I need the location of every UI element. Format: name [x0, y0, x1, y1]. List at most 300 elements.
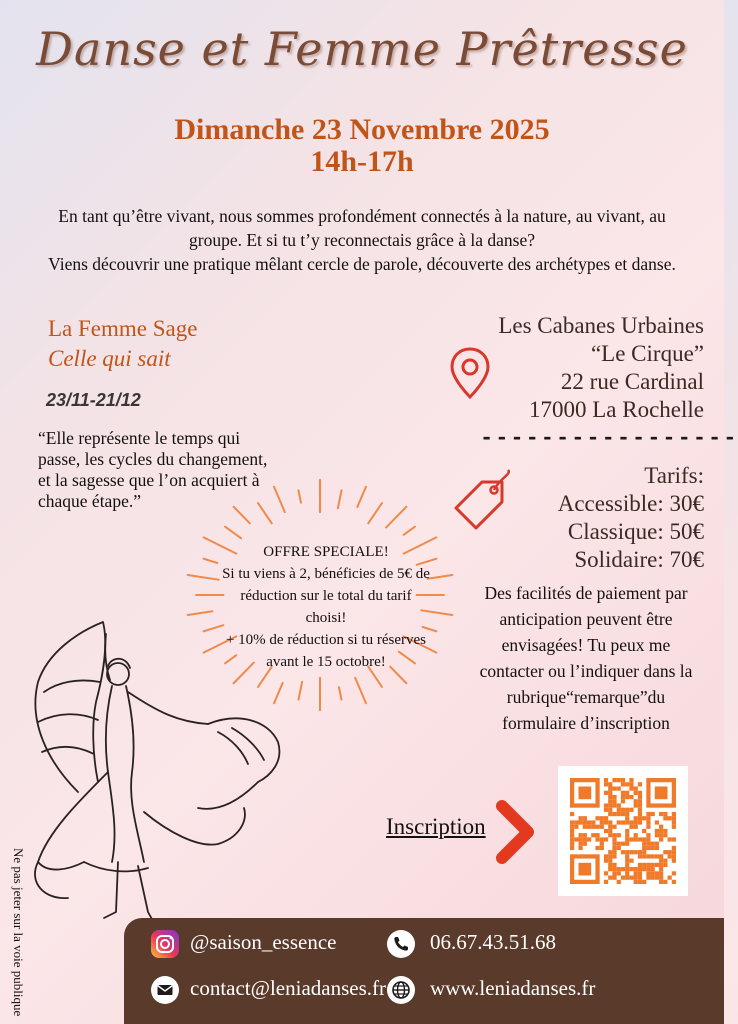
offer-heading: OFFRE SPECIALE! [263, 544, 389, 560]
qr-module [672, 880, 676, 884]
qr-module [625, 791, 629, 795]
qr-module [617, 786, 621, 790]
qr-module [629, 778, 633, 782]
qr-module [621, 842, 625, 846]
qr-code-icon[interactable] [570, 778, 676, 884]
qr-module [621, 791, 625, 795]
qr-module [634, 850, 638, 854]
qr-module [612, 876, 616, 880]
qr-module [587, 825, 591, 829]
qr-module [578, 837, 582, 841]
qr-module [591, 833, 595, 837]
dancer-illustration [8, 612, 318, 942]
qr-module [672, 859, 676, 863]
qr-module [651, 863, 655, 867]
inscription-link[interactable]: Inscription [386, 814, 486, 839]
qr-module [625, 833, 629, 837]
qr-module [600, 842, 604, 846]
venue-name: Les Cabanes Urbaines [498, 313, 704, 338]
qr-module [642, 829, 646, 833]
qr-module [612, 846, 616, 850]
qr-module [642, 867, 646, 871]
qr-module [655, 846, 659, 850]
qr-module [646, 837, 650, 841]
qr-module [583, 842, 587, 846]
qr-module [663, 833, 667, 837]
qr-module [591, 825, 595, 829]
qr-module [659, 867, 663, 871]
qr-module [608, 795, 612, 799]
qr-module [659, 859, 663, 863]
qr-module [672, 837, 676, 841]
qr-module [651, 812, 655, 816]
qr-module [608, 791, 612, 795]
qr-module [578, 842, 582, 846]
qr-module [638, 871, 642, 875]
sunburst-ray [225, 527, 241, 539]
qr-module [570, 820, 574, 824]
payment-line: envisagées! Tu peux me [501, 635, 671, 655]
qr-module [634, 786, 638, 790]
qr-module [608, 876, 612, 880]
qr-module [595, 816, 599, 820]
qr-module [638, 876, 642, 880]
qr-module [659, 825, 663, 829]
qr-module [625, 850, 629, 854]
qr-module [634, 825, 638, 829]
qr-module [646, 816, 650, 820]
qr-module [646, 854, 650, 858]
qr-module [672, 850, 676, 854]
qr-module [663, 829, 667, 833]
sunburst-ray [234, 507, 250, 524]
qr-module [612, 854, 616, 858]
qr-module [570, 842, 574, 846]
qr-module [625, 795, 629, 799]
payment-line: Des facilités de paiement par [484, 583, 688, 603]
qr-module [659, 880, 663, 884]
qr-module [604, 808, 608, 812]
qr-module [659, 876, 663, 880]
qr-module [672, 820, 676, 824]
qr-module [642, 837, 646, 841]
qr-module [621, 795, 625, 799]
qr-module [621, 812, 625, 816]
qr-module [625, 829, 629, 833]
qr-module [612, 812, 616, 816]
qr-module [625, 808, 629, 812]
qr-module [625, 863, 629, 867]
qr-module [634, 833, 638, 837]
intro-line: groupe. Et si tu t’y reconnectais grâce à la danse? [189, 230, 535, 250]
qr-module [617, 803, 621, 807]
qr-module [617, 842, 621, 846]
intro-line: En tant qu’être vivant, nous sommes profondément connectés à la nature, au vivant, au [58, 206, 666, 226]
globe-icon [386, 975, 416, 1005]
qr-module [625, 871, 629, 875]
qr-module [608, 786, 612, 790]
qr-module [604, 791, 608, 795]
qr-module [646, 867, 650, 871]
qr-module [608, 833, 612, 837]
qr-module [608, 820, 612, 824]
qr-module [617, 846, 621, 850]
qr-module [634, 803, 638, 807]
qr-module [587, 837, 591, 841]
payment-line: formulaire d’inscription [502, 713, 670, 733]
qr-module [638, 799, 642, 803]
qr-module [668, 837, 672, 841]
qr-module [604, 854, 608, 858]
qr-module [634, 837, 638, 841]
qr-module [655, 871, 659, 875]
qr-module [595, 833, 599, 837]
qr-module [655, 854, 659, 858]
qr-module [668, 816, 672, 820]
payment-line: anticipation peuvent être [499, 609, 673, 629]
qr-module [638, 808, 642, 812]
qr-module [612, 795, 616, 799]
qr-module [651, 871, 655, 875]
qr-module [629, 876, 633, 880]
qr-module [600, 825, 604, 829]
sunburst-ray [386, 507, 406, 528]
qr-module [612, 837, 616, 841]
qr-module [638, 816, 642, 820]
qr-finder-center [578, 786, 591, 799]
offer-line: Si tu viens à 2, bénéficies de 5€ de [222, 566, 430, 582]
qr-module [642, 846, 646, 850]
archetype-name: La Femme Sage [48, 316, 198, 341]
qr-module [570, 829, 574, 833]
qr-module [578, 833, 582, 837]
qr-module [621, 820, 625, 824]
qr-module [638, 803, 642, 807]
qr-module [629, 795, 633, 799]
qr-module [663, 859, 667, 863]
qr-module [625, 854, 629, 858]
qr-module [612, 850, 616, 854]
instagram-handle[interactable]: @saison_essence [190, 930, 337, 954]
offer-line: réduction sur le total du tarif [240, 588, 412, 604]
qr-module [600, 816, 604, 820]
qr-module [625, 782, 629, 786]
qr-module [617, 833, 621, 837]
qr-module [570, 825, 574, 829]
qr-module [621, 876, 625, 880]
qr-module [672, 846, 676, 850]
qr-module [672, 816, 676, 820]
qr-module [608, 812, 612, 816]
qr-module [629, 786, 633, 790]
qr-module [617, 778, 621, 782]
qr-module [604, 820, 608, 824]
venue-street: 22 rue Cardinal [560, 369, 704, 394]
qr-module [629, 837, 633, 841]
qr-module [642, 854, 646, 858]
qr-module [646, 876, 650, 880]
sunburst-ray [338, 490, 342, 508]
qr-module [629, 782, 633, 786]
qr-module [629, 859, 633, 863]
qr-module [574, 820, 578, 824]
event-time: 14h-17h [310, 145, 414, 178]
page-title: Danse et Femme Prêtresse [36, 22, 688, 76]
sunburst-ray [355, 678, 366, 703]
qr-module [634, 820, 638, 824]
qr-module [655, 820, 659, 824]
chevron-right-icon [494, 798, 540, 866]
qr-module [625, 812, 629, 816]
qr-module [634, 880, 638, 884]
qr-module [608, 808, 612, 812]
qr-module [646, 871, 650, 875]
qr-module [612, 871, 616, 875]
qr-module [574, 837, 578, 841]
qr-module [617, 871, 621, 875]
qr-finder-center [578, 863, 591, 876]
side-note [8, 848, 32, 1018]
qr-module [642, 816, 646, 820]
qr-module [612, 778, 616, 782]
qr-module [625, 859, 629, 863]
qr-module [608, 867, 612, 871]
qr-module [604, 782, 608, 786]
qr-module [583, 820, 587, 824]
qr-module [604, 871, 608, 875]
email-address[interactable]: contact@leniadanses.fr [190, 976, 387, 1000]
qr-module [612, 786, 616, 790]
qr-module [604, 778, 608, 782]
qr-module [659, 812, 663, 816]
qr-module [638, 812, 642, 816]
offer-line: + 10% de réduction si tu réserves [225, 632, 427, 648]
qr-module [570, 833, 574, 837]
event-date: Dimanche 23 Novembre 2025 [174, 113, 550, 146]
venue-place: “Le Cirque” [590, 341, 704, 366]
qr-module [625, 842, 629, 846]
qr-module [621, 850, 625, 854]
qr-module [600, 820, 604, 824]
qr-module [638, 820, 642, 824]
qr-module [663, 816, 667, 820]
qr-module [612, 825, 616, 829]
qr-module [668, 876, 672, 880]
qr-module [672, 854, 676, 858]
qr-module [638, 850, 642, 854]
qr-module [655, 829, 659, 833]
qr-module [668, 854, 672, 858]
qr-module [617, 880, 621, 884]
qr-module [574, 825, 578, 829]
quote-line: et la sagesse que l’on acquiert à [38, 470, 260, 490]
qr-module [612, 867, 616, 871]
phone-icon [386, 929, 416, 959]
qr-module [595, 825, 599, 829]
qr-module [663, 812, 667, 816]
intro-paragraph [20, 204, 704, 276]
qr-module [659, 863, 663, 867]
pricing-list [520, 462, 704, 574]
qr-module [672, 825, 676, 829]
archetype-subtitle: Celle qui sait [48, 346, 171, 371]
qr-module [625, 837, 629, 841]
qr-module [629, 825, 633, 829]
event-date-block [0, 114, 724, 178]
qr-module [638, 854, 642, 858]
qr-module [612, 833, 616, 837]
qr-module [617, 812, 621, 816]
qr-module [578, 846, 582, 850]
qr-module [608, 782, 612, 786]
instagram-icon[interactable] [150, 929, 180, 959]
qr-module [634, 876, 638, 880]
qr-module [608, 799, 612, 803]
qr-module [625, 876, 629, 880]
qr-module [625, 820, 629, 824]
qr-module [651, 846, 655, 850]
qr-module [583, 837, 587, 841]
qr-module [608, 803, 612, 807]
qr-module [570, 812, 574, 816]
qr-module [634, 871, 638, 875]
qr-module [663, 863, 667, 867]
offer-line: choisi! [305, 610, 347, 626]
qr-module [604, 816, 608, 820]
qr-module [659, 833, 663, 837]
qr-module [655, 876, 659, 880]
qr-module [646, 863, 650, 867]
qr-module [604, 880, 608, 884]
qr-module [608, 859, 612, 863]
qr-module [659, 854, 663, 858]
qr-module [651, 867, 655, 871]
payment-note [460, 580, 712, 736]
qr-module [617, 808, 621, 812]
qr-module [612, 842, 616, 846]
qr-module [659, 829, 663, 833]
qr-module [646, 812, 650, 816]
qr-module [634, 867, 638, 871]
qr-module [655, 833, 659, 837]
qr-module [634, 799, 638, 803]
qr-module [578, 816, 582, 820]
quote-line: chaque étape.” [38, 491, 141, 511]
qr-module [570, 846, 574, 850]
qr-module [638, 863, 642, 867]
qr-module [659, 871, 663, 875]
pricing-header: Tarifs: [644, 463, 704, 488]
qr-module [612, 803, 616, 807]
qr-module [608, 854, 612, 858]
venue-city: 17000 La Rochelle [528, 397, 704, 422]
sunburst-ray [404, 527, 415, 535]
qr-module [646, 842, 650, 846]
qr-module [629, 867, 633, 871]
qr-module [642, 850, 646, 854]
qr-module [651, 854, 655, 858]
qr-module [600, 837, 604, 841]
offer-line: avant le 15 octobre! [266, 654, 386, 670]
qr-module [672, 871, 676, 875]
qr-module [570, 837, 574, 841]
price-classique: Classique: 50€ [567, 519, 704, 544]
qr-module [621, 867, 625, 871]
qr-module [595, 846, 599, 850]
qr-module [672, 812, 676, 816]
qr-module [638, 837, 642, 841]
sunburst-ray [298, 490, 301, 502]
qr-module [625, 816, 629, 820]
qr-module [595, 837, 599, 841]
qr-module [629, 850, 633, 854]
mail-icon [150, 975, 180, 1005]
qr-module [608, 829, 612, 833]
qr-module [638, 880, 642, 884]
qr-module [608, 850, 612, 854]
payment-line: rubrique“remarque”du [506, 687, 666, 707]
sunburst-ray [274, 487, 285, 512]
qr-module [642, 880, 646, 884]
qr-module [659, 837, 663, 841]
sunburst-ray [368, 503, 382, 523]
website-link[interactable]: www.leniadanses.fr [430, 976, 596, 1000]
qr-module [655, 863, 659, 867]
qr-module [604, 829, 608, 833]
venue-address [470, 312, 704, 424]
qr-module [604, 803, 608, 807]
sunburst-ray [258, 503, 272, 523]
qr-module [638, 795, 642, 799]
qr-module [591, 820, 595, 824]
qr-module [621, 808, 625, 812]
qr-module [642, 863, 646, 867]
sunburst-ray [339, 687, 342, 699]
qr-module [617, 867, 621, 871]
qr-module [612, 799, 616, 803]
side-note-text: Ne pas jeter sur la voie publique [11, 848, 26, 1017]
intro-line: Viens découvrir une pratique mêlant cercle de parole, découverte des archétypes et danse. [48, 254, 676, 274]
qr-module [629, 808, 633, 812]
price-accessible: Accessible: 30€ [557, 491, 704, 516]
qr-module [663, 850, 667, 854]
qr-module [578, 820, 582, 824]
qr-module [651, 842, 655, 846]
payment-line: contacter ou l’indiquer dans la [479, 661, 693, 681]
qr-module [668, 850, 672, 854]
qr-module [646, 833, 650, 837]
qr-module [646, 825, 650, 829]
qr-finder-center [655, 786, 668, 799]
qr-module [604, 859, 608, 863]
dashed-divider: ----------------- [480, 426, 738, 451]
qr-module [638, 867, 642, 871]
qr-module [604, 837, 608, 841]
qr-module [600, 846, 604, 850]
qr-module [651, 876, 655, 880]
qr-module [617, 820, 621, 824]
qr-module [634, 791, 638, 795]
qr-module [612, 863, 616, 867]
quote-line: “Elle représente le temps qui [38, 428, 241, 448]
qr-module [608, 825, 612, 829]
sunburst-ray [357, 487, 366, 507]
contact-footer [124, 918, 724, 1024]
qr-module [663, 880, 667, 884]
archetype-dates: 23/11-21/12 [46, 390, 141, 410]
phone-number[interactable]: 06.67.43.51.68 [430, 930, 556, 954]
qr-module [583, 833, 587, 837]
